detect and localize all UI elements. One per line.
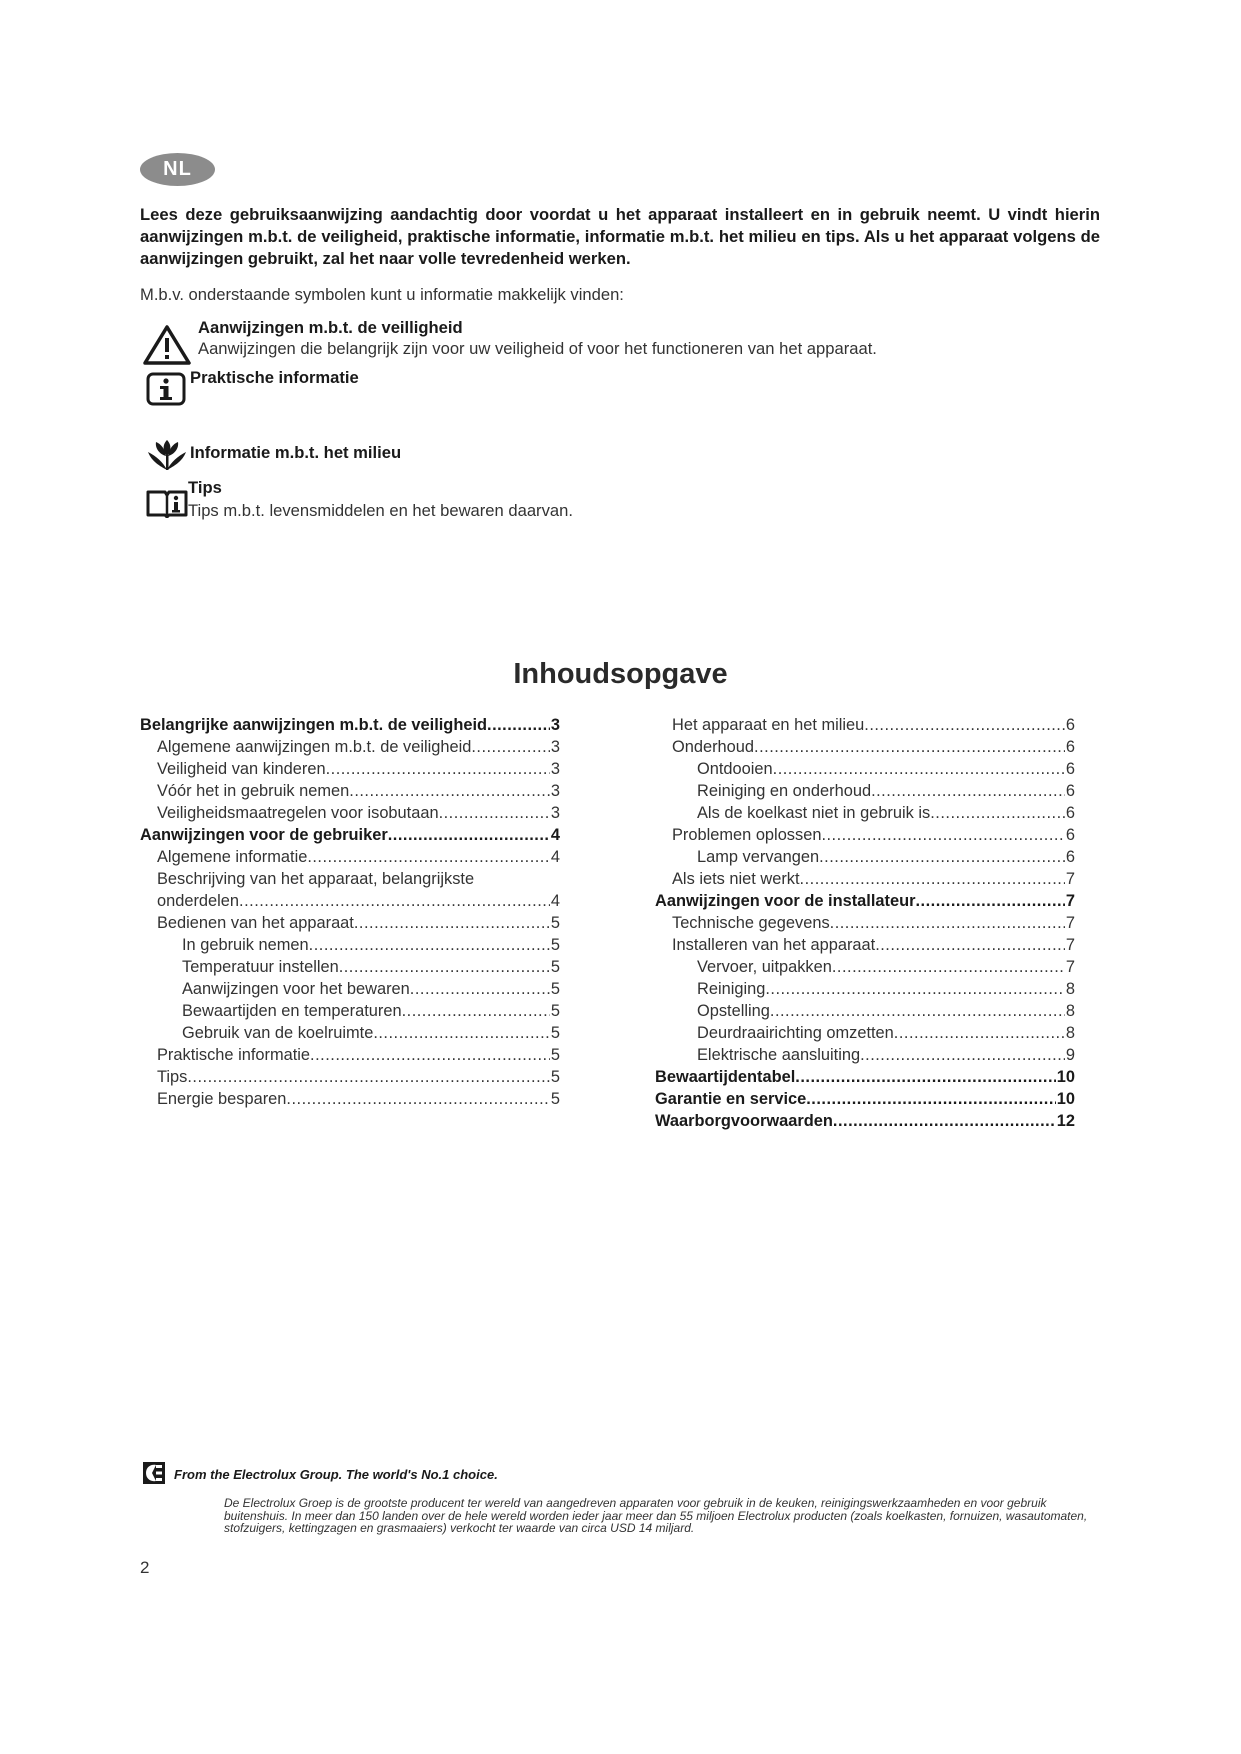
toc-entry-label: In gebruik nemen [182,936,309,954]
toc-entry-page: 10 [1056,1068,1075,1086]
info-icon [146,372,186,406]
toc-entry [140,936,560,958]
toc-entry [655,848,1075,870]
toc-leader-dots [339,958,550,977]
toc-left-column [140,716,560,1112]
environment-flower-icon [146,436,188,472]
toc-entry [655,1002,1075,1024]
toc-entry [140,848,560,870]
toc-entry-label: Veiligheidsmaatregelen voor isobutaan [157,804,439,822]
toc-entry [140,1068,560,1090]
toc-entry-page: 7 [1065,936,1075,954]
toc-entry-page: 6 [1065,848,1075,866]
toc-entry-label: Ontdooien [697,760,773,778]
toc-entry-label: Bewaartijdentabel [655,1068,796,1086]
toc-entry-page: 3 [550,782,560,800]
toc-leader-dots [310,1046,550,1065]
toc-entry [140,870,560,892]
toc-entry-page: 5 [550,1002,560,1020]
toc-entry [140,804,560,826]
toc-leader-dots [773,760,1065,779]
toc-entry-label: Opstelling [697,1002,770,1020]
toc-entry [655,1046,1075,1068]
toc-entry-page: 6 [1065,716,1075,734]
toc-entry-label: Bedienen van het apparaat [157,914,354,932]
toc-leader-dots [187,1068,550,1087]
page-number: 2 [140,1558,150,1577]
toc-entry [655,804,1075,826]
toc-entry-page: 5 [550,936,560,954]
toc-entry-label: Veiligheid van kinderen [157,760,326,778]
toc-entry [655,870,1075,892]
toc-entry-page: 3 [550,760,560,778]
symbol-safety-title: Aanwijzingen m.b.t. de veilligheid [198,318,463,337]
toc-entry-label: Praktische informatie [157,1046,311,1064]
toc-entry-page: 3 [550,716,560,734]
symbol-safety-desc: Aanwijzingen die belangrijk zijn voor uw veiligheid of voor het functioneren van het apparaat. [198,339,877,358]
toc-leader-dots [800,870,1065,889]
toc-entry [655,716,1075,738]
toc-entry-page: 6 [1065,760,1075,778]
toc-entry [655,1090,1075,1112]
toc-entry [655,1068,1075,1090]
toc-entry-label: Technische gegevens [672,914,830,932]
warning-triangle-icon [143,325,191,365]
toc-entry [655,1024,1075,1046]
toc-entry [655,1112,1075,1134]
toc-leader-dots [795,1068,1055,1087]
toc-entry [655,782,1075,804]
toc-entry-label: Garantie en service [655,1090,807,1108]
toc-entry-label: Als iets niet werkt [672,870,800,888]
toc-leader-dots [821,826,1064,845]
footer-text: De Electrolux Groep is de grootste producent ter wereld van aangedreven apparaten voor gebruik in de keuken, reinigingswerkzaamheden en voor gebruik buitenshuis. In meer dan 150 landen over de hele wereld worden ieder jaar meer dan 55 miljoen Electrolux producten (zoals koelkasten, fornuizen, wasautomaten, stofzuigers, kettingzagen en grasmaaiers) verkocht ter waarde van circa USD 14 miljard. [224,1496,1088,1535]
electrolux-logo-icon [143,1462,165,1484]
toc-entry-label: Aanwijzingen voor de installateur [655,892,916,910]
toc-leader-dots [307,848,550,867]
toc-leader-dots [871,782,1065,801]
toc-entry-label: Waarborgvoorwaarden [655,1112,833,1130]
toc-leader-dots [832,958,1065,977]
toc-entry-page: 7 [1065,958,1075,976]
toc-entry [140,716,560,738]
toc-entry-label: Energie besparen [157,1090,287,1108]
toc-leader-dots [239,892,550,911]
toc-entry [655,826,1075,848]
toc-entry [140,958,560,980]
footer-heading: From the Electrolux Group. The world's No.1 choice. [174,1467,498,1482]
toc-leader-dots [754,738,1065,757]
toc-leader-dots [819,848,1065,867]
toc-entry-page: 5 [550,980,560,998]
toc-entry-label: Algemene informatie [157,848,308,866]
toc-entry [140,892,560,914]
toc-entry [655,980,1075,1002]
toc-leader-dots [388,826,550,845]
toc-entry-page: 5 [550,1090,560,1108]
tips-book-icon [146,488,188,518]
toc-entry [140,1024,560,1046]
symbol-environment-title: Informatie m.b.t. het milieu [190,443,402,462]
toc-leader-dots [354,914,550,933]
toc-entry-label: Aanwijzingen voor het bewaren [182,980,410,998]
toc-right-column [655,716,1075,1134]
toc-leader-dots [833,1112,1056,1131]
toc-leader-dots [875,936,1065,955]
toc-entry-label: Algemene aanwijzingen m.b.t. de veiligheid [157,738,472,756]
toc-entry-label: onderdelen [157,892,240,910]
toc-leader-dots [326,760,550,779]
toc-entry-page: 6 [1065,804,1075,822]
intro-paragraph: Lees deze gebruiksaanwijzing aandachtig door voordat u het apparaat installeert en in gebruik neemt. U vindt hierin aanwijzingen m.b.t. de veiligheid, praktische informatie, informatie m.b.t. het milieu en tips. Als u het apparaat volgens de aanwijzingen gebruikt, zal het naar volle tevredenheid werken. [140,205,1100,268]
toc-entry-page: 4 [550,848,560,866]
toc-entry-page: 8 [1065,1024,1075,1042]
toc-entry [140,782,560,804]
symbol-tips-desc: Tips m.b.t. levensmiddelen en het bewaren daarvan. [188,501,573,520]
toc-entry-page: 10 [1056,1090,1075,1108]
toc-entry-label: Temperatuur instellen [182,958,339,976]
toc-leader-dots [860,1046,1065,1065]
toc-entry-label: Vóór het in gebruik nemen [157,782,350,800]
toc-leader-dots [349,782,550,801]
toc-entry [140,826,560,848]
toc-entry-page: 7 [1065,914,1075,932]
toc-entry [140,914,560,936]
toc-entry-page: 9 [1065,1046,1075,1064]
toc-entry-page: 4 [550,892,560,910]
toc-entry [140,738,560,760]
toc-entry-label: Beschrijving van het apparaat, belangrijkste [157,870,475,888]
toc-entry-page: 12 [1056,1112,1075,1130]
toc-entry-label: Deurdraairichting omzetten [697,1024,894,1042]
toc-entry-label: Vervoer, uitpakken [697,958,832,976]
toc-leader-dots [402,1002,550,1021]
toc-entry-page: 8 [1065,1002,1075,1020]
toc-entry [655,738,1075,760]
toc-leader-dots [930,804,1065,823]
toc-entry [655,914,1075,936]
toc-entry-page: 6 [1065,738,1075,756]
toc-entry-label: Aanwijzingen voor de gebruiker [140,826,388,844]
toc-leader-dots [864,716,1065,735]
toc-entry [655,760,1075,782]
toc-entry-page: 7 [1065,892,1075,910]
toc-entry-label: Reiniging en onderhoud [697,782,872,800]
toc-entry-page: 5 [550,958,560,976]
toc-entry-label: Problemen oplossen [672,826,822,844]
toc-entry [140,1090,560,1112]
toc-entry-label: Installeren van het apparaat [672,936,876,954]
toc-entry-page: 8 [1065,980,1075,998]
toc-leader-dots [286,1090,549,1109]
toc-title: Inhoudsopgave [513,658,728,690]
symbols-intro: M.b.v. onderstaande symbolen kunt u informatie makkelijk vinden: [140,285,624,304]
toc-entry-label: Elektrische aansluiting [697,1046,861,1064]
toc-entry-page: 5 [550,1046,560,1064]
toc-entry [655,958,1075,980]
toc-entry-label: Gebruik van de koelruimte [182,1024,374,1042]
toc-entry [140,760,560,782]
toc-entry-label: Belangrijke aanwijzingen m.b.t. de veiligheid [140,716,488,734]
toc-leader-dots [894,1024,1065,1043]
toc-leader-dots [806,1090,1056,1109]
toc-entry-page: 5 [550,914,560,932]
toc-entry-label: Lamp vervangen [697,848,820,866]
toc-entry-page: 6 [1065,826,1075,844]
toc-leader-dots [471,738,550,757]
toc-entry-label: Het apparaat en het milieu [672,716,865,734]
toc-entry-label: Onderhoud [672,738,755,756]
toc-leader-dots [439,804,550,823]
toc-leader-dots [410,980,550,999]
toc-entry-label: Tips [157,1068,188,1086]
toc-entry-page: 7 [1065,870,1075,888]
toc-entry-page: 5 [550,1068,560,1086]
toc-entry-page: 3 [550,804,560,822]
language-badge: NL [140,153,215,186]
toc-entry [140,1002,560,1024]
toc-entry [655,936,1075,958]
toc-entry-page: 6 [1065,782,1075,800]
toc-leader-dots [373,1024,550,1043]
toc-entry [140,1046,560,1068]
toc-leader-dots [765,980,1065,999]
toc-leader-dots [487,716,550,735]
symbol-tips-title: Tips [188,478,222,497]
toc-entry [655,892,1075,914]
toc-entry [140,980,560,1002]
toc-entry-label: Reiniging [697,980,766,998]
toc-entry-page: 3 [550,738,560,756]
toc-leader-dots [309,936,550,955]
toc-leader-dots [830,914,1065,933]
toc-leader-dots [770,1002,1065,1021]
toc-leader-dots [915,892,1064,911]
toc-entry-label: Als de koelkast niet in gebruik is [697,804,931,822]
symbol-practical-title: Praktische informatie [190,368,359,387]
toc-entry-label: Bewaartijden en temperaturen [182,1002,402,1020]
toc-entry-page: 4 [550,826,560,844]
toc-entry-page: 5 [550,1024,560,1042]
